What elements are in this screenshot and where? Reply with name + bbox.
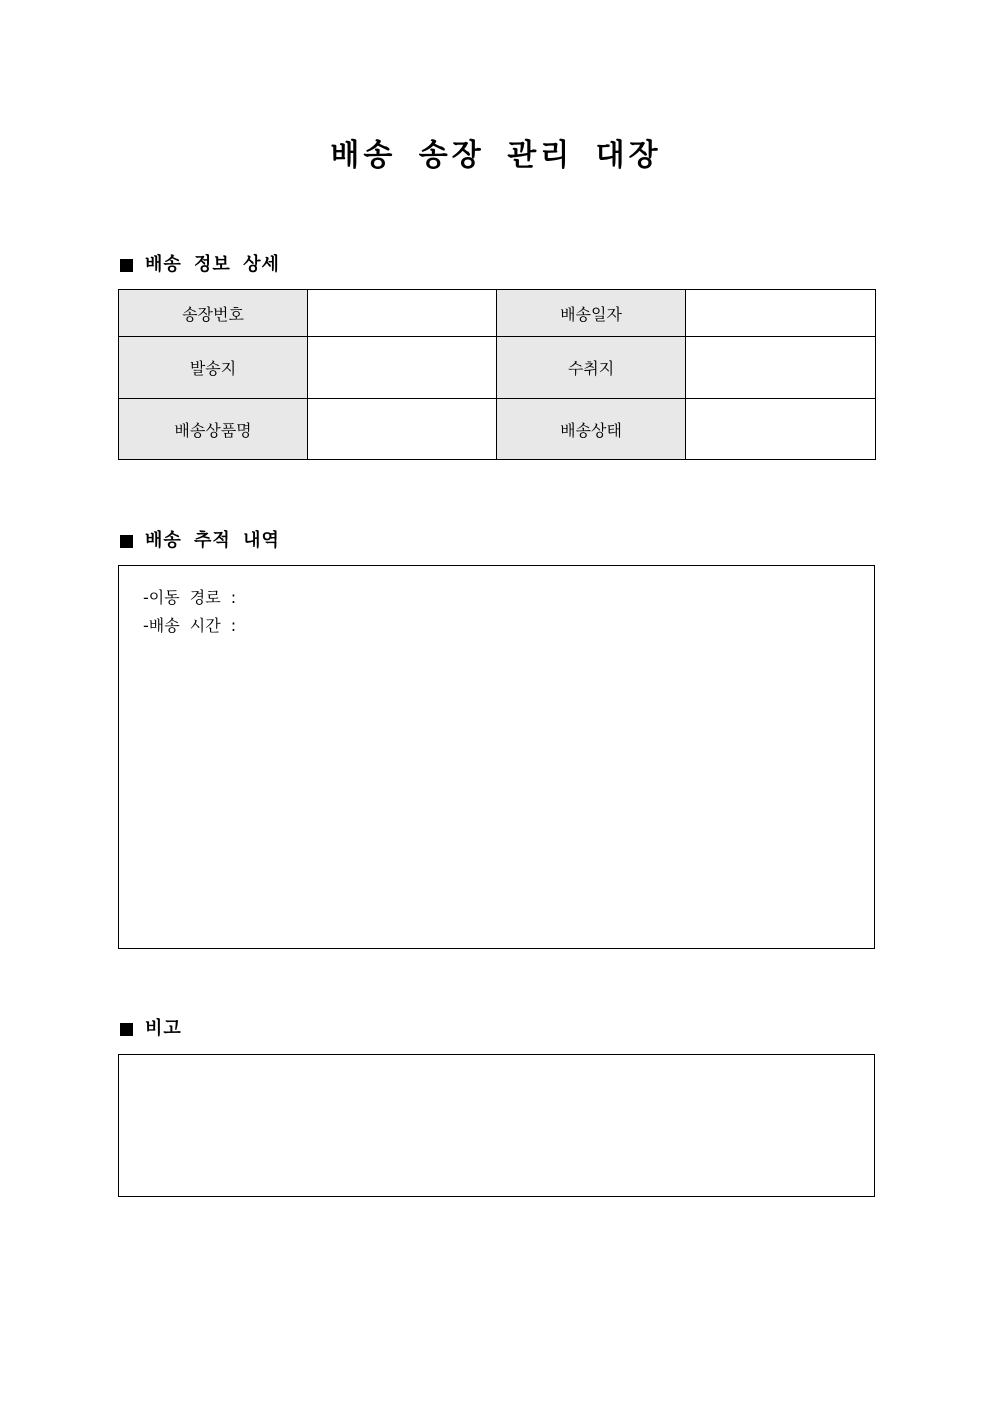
tracking-route-line: -이동 경로 : [143, 588, 237, 607]
label-destination: 수취지 [497, 337, 686, 399]
section-heading-text: 배송 추적 내역 [145, 530, 280, 551]
value-product-name[interactable] [308, 399, 497, 460]
tracking-details-box[interactable] [118, 565, 875, 949]
label-invoice-number: 송장번호 [119, 290, 308, 337]
black-square-bullet-icon [120, 535, 133, 548]
black-square-bullet-icon [120, 259, 133, 272]
remarks-box[interactable] [118, 1054, 875, 1197]
black-square-bullet-icon [120, 1023, 133, 1036]
label-shipping-date: 배송일자 [497, 290, 686, 337]
table-row [119, 290, 876, 337]
section-heading-text: 배송 정보 상세 [145, 254, 280, 275]
shipping-info-table [118, 289, 876, 460]
document-title: 배송 송장 관리 대장 [330, 138, 662, 173]
tracking-lines [119, 566, 874, 640]
table-row [119, 399, 876, 460]
label-origin: 발송지 [119, 337, 308, 399]
table-row [119, 337, 876, 399]
section-heading-tracking [118, 529, 280, 553]
section-heading-remarks [118, 1017, 182, 1041]
section-heading-shipping-info [118, 253, 280, 277]
value-invoice-number[interactable] [308, 290, 497, 337]
value-shipping-date[interactable] [686, 290, 876, 337]
value-origin[interactable] [308, 337, 497, 399]
section-heading-text: 비고 [145, 1018, 182, 1039]
label-shipping-status: 배송상태 [497, 399, 686, 460]
tracking-time-line: -배송 시간 : [143, 616, 237, 635]
value-destination[interactable] [686, 337, 876, 399]
value-shipping-status[interactable] [686, 399, 876, 460]
label-product-name: 배송상품명 [119, 399, 308, 460]
